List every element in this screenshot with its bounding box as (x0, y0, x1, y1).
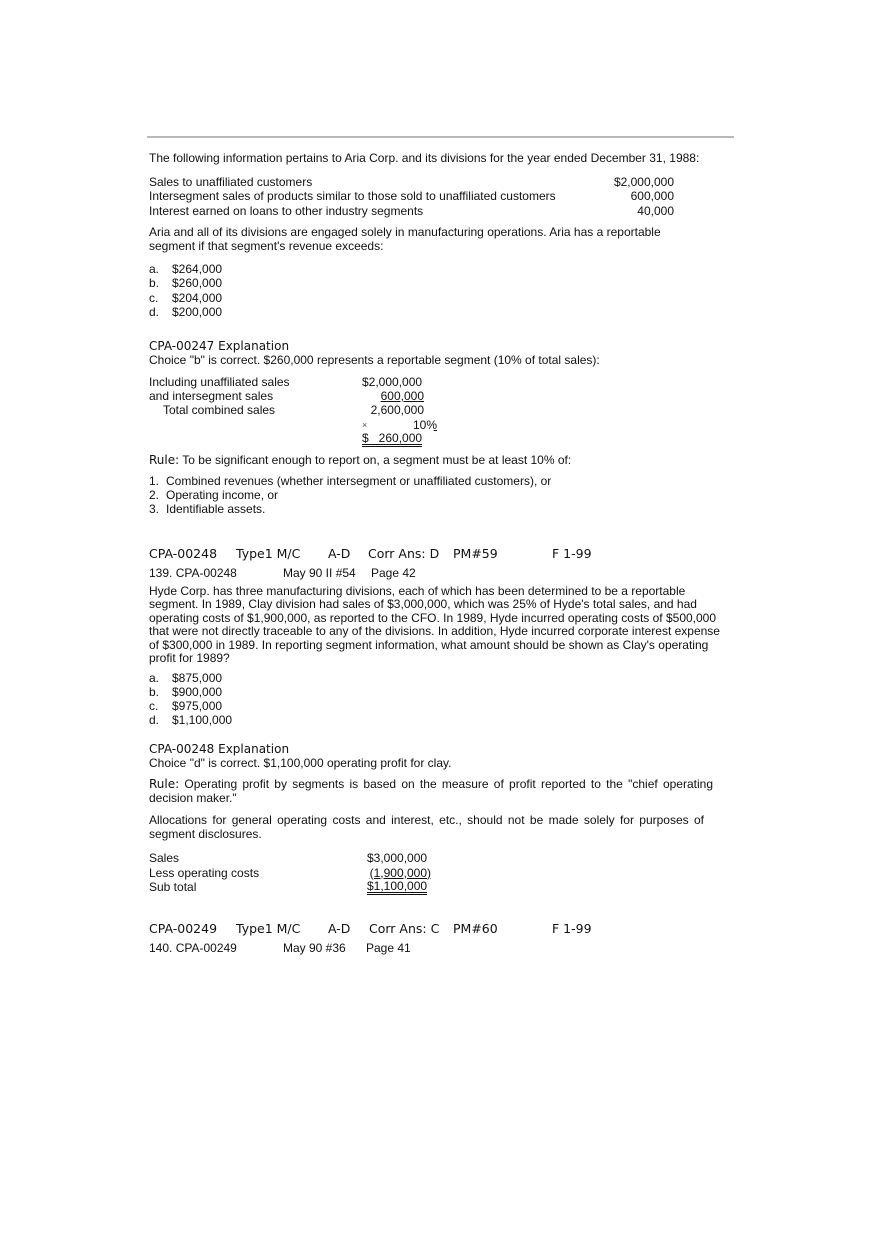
rule-1 (149, 454, 724, 468)
document-page (149, 152, 724, 956)
pm-number: PM#60 (453, 921, 498, 937)
info-table (149, 175, 724, 219)
calc-label: Sub total (149, 879, 197, 894)
question-type: Type1 M/C (236, 545, 301, 561)
exam-reference: May 90 #36 (283, 941, 346, 956)
choice-text: $975,000 (172, 699, 223, 714)
choice-item (149, 671, 724, 685)
choice-text: $204,000 (172, 290, 223, 305)
question-header-249 (149, 921, 724, 937)
calc-label: and intersegment sales (149, 388, 274, 403)
calculation-2 (149, 851, 724, 894)
calc-row (149, 389, 724, 403)
choice-item (149, 291, 724, 305)
calc-row (149, 403, 724, 417)
intro-text: The following information pertains to Aria Corp. and its divisions for the year ended December 31, 1988: (149, 151, 700, 165)
top-divider (147, 136, 734, 138)
page-reference: Page 42 (371, 565, 416, 580)
calc-label: Less operating costs (149, 865, 260, 880)
calc-value: (1,900,000) (369, 865, 431, 880)
calc-result: $ 260,000 (362, 430, 423, 445)
list-item (149, 502, 724, 516)
choice-letter: c. (149, 290, 159, 305)
calc-row (149, 418, 724, 432)
calc-row (149, 851, 724, 865)
question-number: 139. CPA-00248 (149, 565, 237, 580)
page-reference: Page 41 (366, 941, 411, 956)
choice-text: $264,000 (172, 262, 223, 276)
choice-text: $200,000 (172, 304, 223, 319)
explanation-2-title: CPA-00248 Explanation (149, 741, 290, 756)
question-2-text: Hyde Corp. has three manufacturing divisions, each of which has been determined to be a reportable segment. In 1989, Clay division had sales of $3,000,000, which was 25% of Hyde's total sales, and had operating costs of $1,900,000, as reported to the CFO. In 1989, Hyde incurred operating costs of $500,000 that were not directly traceable to any of the divisions. In addition, Hyde incurred corporate interest expense of $300,000 in 1989. In reporting segment information, what amount should be shown as Clay's operating profit for 1989? (149, 583, 720, 666)
explanation-1-choice: Choice "b" is correct. $260,000 represents a reportable segment (10% of total sales): (149, 353, 600, 368)
question-header-248 (149, 546, 724, 562)
calc-row (149, 866, 724, 880)
question-type: Type1 M/C (236, 921, 301, 937)
times-symbol: × (362, 419, 368, 430)
info-label: Intersegment sales of products similar to those sold to unaffiliated customers (149, 189, 556, 203)
calc-label: Total combined sales (163, 403, 276, 418)
list-text: Combined revenues (whether intersegment or unaffiliated customers), or (166, 473, 552, 488)
list-item (149, 474, 724, 488)
choice-item (149, 699, 724, 713)
calc-row (149, 375, 724, 389)
rule-label: Rule: (149, 777, 180, 792)
choice-letter: a. (149, 670, 160, 685)
choice-text: $260,000 (172, 276, 223, 291)
calc-result: $1,100,000 (367, 878, 428, 893)
calc-label: Sales (149, 851, 180, 866)
list-number: 2. (149, 487, 160, 502)
question-range: A-D (328, 545, 351, 561)
correct-answer: Corr Ans: D (368, 545, 440, 561)
form-code: F 1-99 (552, 921, 592, 937)
choice-item (149, 262, 724, 276)
list-text: Operating income, or (166, 487, 279, 502)
info-label: Interest earned on loans to other industry segments (149, 203, 424, 218)
calc-value: 600,000 (380, 388, 424, 403)
choice-item (149, 685, 724, 699)
info-row (149, 175, 724, 190)
calc-value: 10% (412, 417, 437, 432)
calc-row (149, 432, 724, 446)
choice-letter: b. (149, 276, 160, 291)
choice-letter: a. (149, 262, 160, 276)
calculation-1 (149, 375, 724, 446)
rule-text: Operating profit by segments is based on the measure of profit reported to the "chief operating decision maker." (149, 777, 713, 805)
info-row (149, 189, 724, 204)
calc-value: 2,600,000 (370, 403, 424, 418)
question-subheader-249 (149, 940, 724, 956)
question-1-choices (149, 262, 724, 319)
question-1-text: Aria and all of its divisions are engaged solely in manufacturing operations. Aria has a reportable segment if that segment's revenue exceeds: (149, 225, 661, 253)
choice-item (149, 713, 724, 727)
pm-number: PM#59 (453, 545, 498, 561)
rule-label: Rule: (149, 453, 180, 468)
list-text: Identifiable assets. (166, 502, 266, 517)
question-number: 140. CPA-00249 (149, 941, 237, 956)
calc-row (149, 880, 724, 894)
info-value: 600,000 (630, 189, 674, 203)
explanation-2-choice: Choice "d" is correct. $1,100,000 operating profit for clay. (149, 755, 452, 770)
choice-letter: b. (149, 684, 160, 699)
calc-value: $2,000,000 (362, 374, 423, 389)
calc-label: Including unaffiliated sales (149, 374, 290, 389)
choice-letter: c. (149, 699, 159, 714)
info-value: $2,000,000 (613, 174, 674, 189)
explanation-1-title: CPA-00247 Explanation (149, 339, 290, 354)
correct-answer: Corr Ans: C (369, 921, 440, 937)
info-row (149, 204, 724, 219)
choice-item (149, 276, 724, 290)
list-item (149, 488, 724, 502)
choice-item (149, 305, 724, 319)
calc-value: $3,000,000 (367, 851, 428, 866)
question-id: CPA-00248 (149, 545, 218, 561)
question-subheader-248 (149, 565, 724, 581)
exam-reference: May 90 II #54 (283, 565, 356, 580)
question-2-choices (149, 671, 724, 728)
choice-text: $875,000 (172, 670, 223, 685)
form-code: F 1-99 (552, 545, 592, 561)
rule-2 (149, 778, 713, 805)
choice-text: $900,000 (172, 684, 223, 699)
question-range: A-D (328, 921, 351, 937)
list-number: 3. (149, 502, 160, 517)
rule-1-list (149, 474, 724, 517)
info-label: Sales to unaffiliated customers (149, 174, 313, 189)
list-number: 1. (149, 473, 160, 488)
info-value: 40,000 (637, 203, 674, 218)
choice-text: $1,100,000 (172, 713, 233, 728)
allocation-note: Allocations for general operating costs and interest, etc., should not be made solely for purposes of segment disclosures. (149, 813, 704, 841)
question-id: CPA-00249 (149, 921, 218, 937)
choice-letter: d. (149, 304, 160, 319)
choice-letter: d. (149, 713, 160, 728)
rule-text: To be significant enough to report on, a segment must be at least 10% of: (179, 453, 572, 468)
